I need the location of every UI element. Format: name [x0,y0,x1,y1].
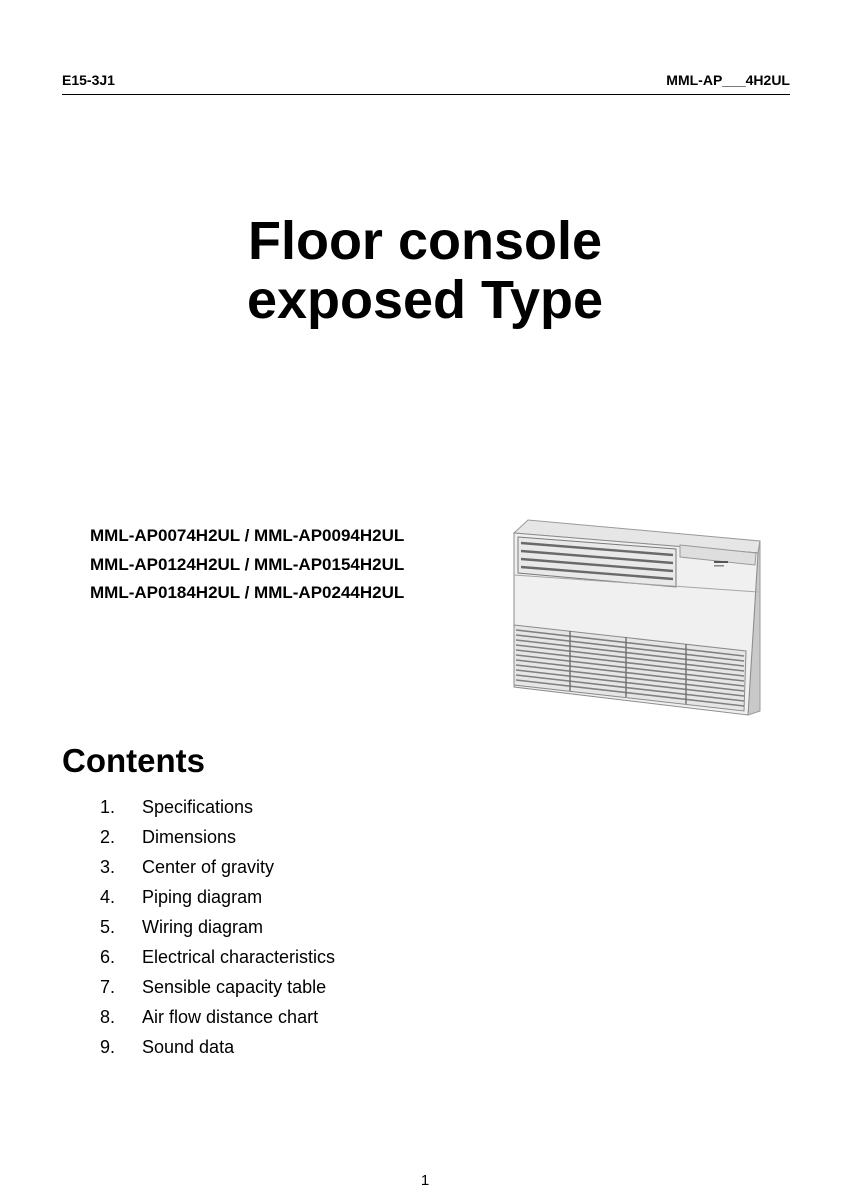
item-label: Sensible capacity table [142,977,327,997]
list-item [100,852,335,882]
list-item [100,822,335,852]
item-number: 1. [100,797,116,817]
model-line: MML-AP0074H2UL / MML-AP0094H2UL [90,526,405,545]
item-number: 5. [100,917,116,937]
list-item [100,972,335,1002]
title-line-2: exposed Type [246,270,604,330]
item-number: 3. [100,857,116,877]
list-item [100,792,335,822]
product-illustration [508,515,766,720]
contents-list [100,792,335,1062]
contents-heading: Contents [62,742,205,779]
item-label: Dimensions [142,827,237,847]
page-number: 1 [420,1172,430,1189]
item-number: 8. [100,1007,116,1027]
model-list [90,522,404,608]
list-item [100,1032,335,1062]
item-number: 6. [100,947,116,967]
model-series: MML-AP___4H2UL [666,72,790,88]
item-label: Specifications [142,797,254,817]
item-number: 9. [100,1037,116,1057]
document-code: E15-3J1 [62,72,115,88]
item-label: Piping diagram [142,887,263,907]
item-label: Sound data [142,1037,235,1057]
title-line-1: Floor console [247,211,603,271]
item-number: 2. [100,827,116,847]
list-item [100,912,335,942]
item-label: Center of gravity [142,857,275,877]
item-label: Air flow distance chart [142,1007,319,1027]
list-item [100,1002,335,1032]
page-header [62,70,790,95]
document-title [0,212,850,330]
item-label: Wiring diagram [142,917,264,937]
list-item [100,882,335,912]
floor-console-unit-icon [508,515,766,720]
list-item [100,942,335,972]
model-line: MML-AP0184H2UL / MML-AP0244H2UL [90,583,405,602]
item-number: 7. [100,977,116,997]
item-number: 4. [100,887,116,907]
item-label: Electrical characteristics [142,947,336,967]
model-line: MML-AP0124H2UL / MML-AP0154H2UL [90,554,405,574]
